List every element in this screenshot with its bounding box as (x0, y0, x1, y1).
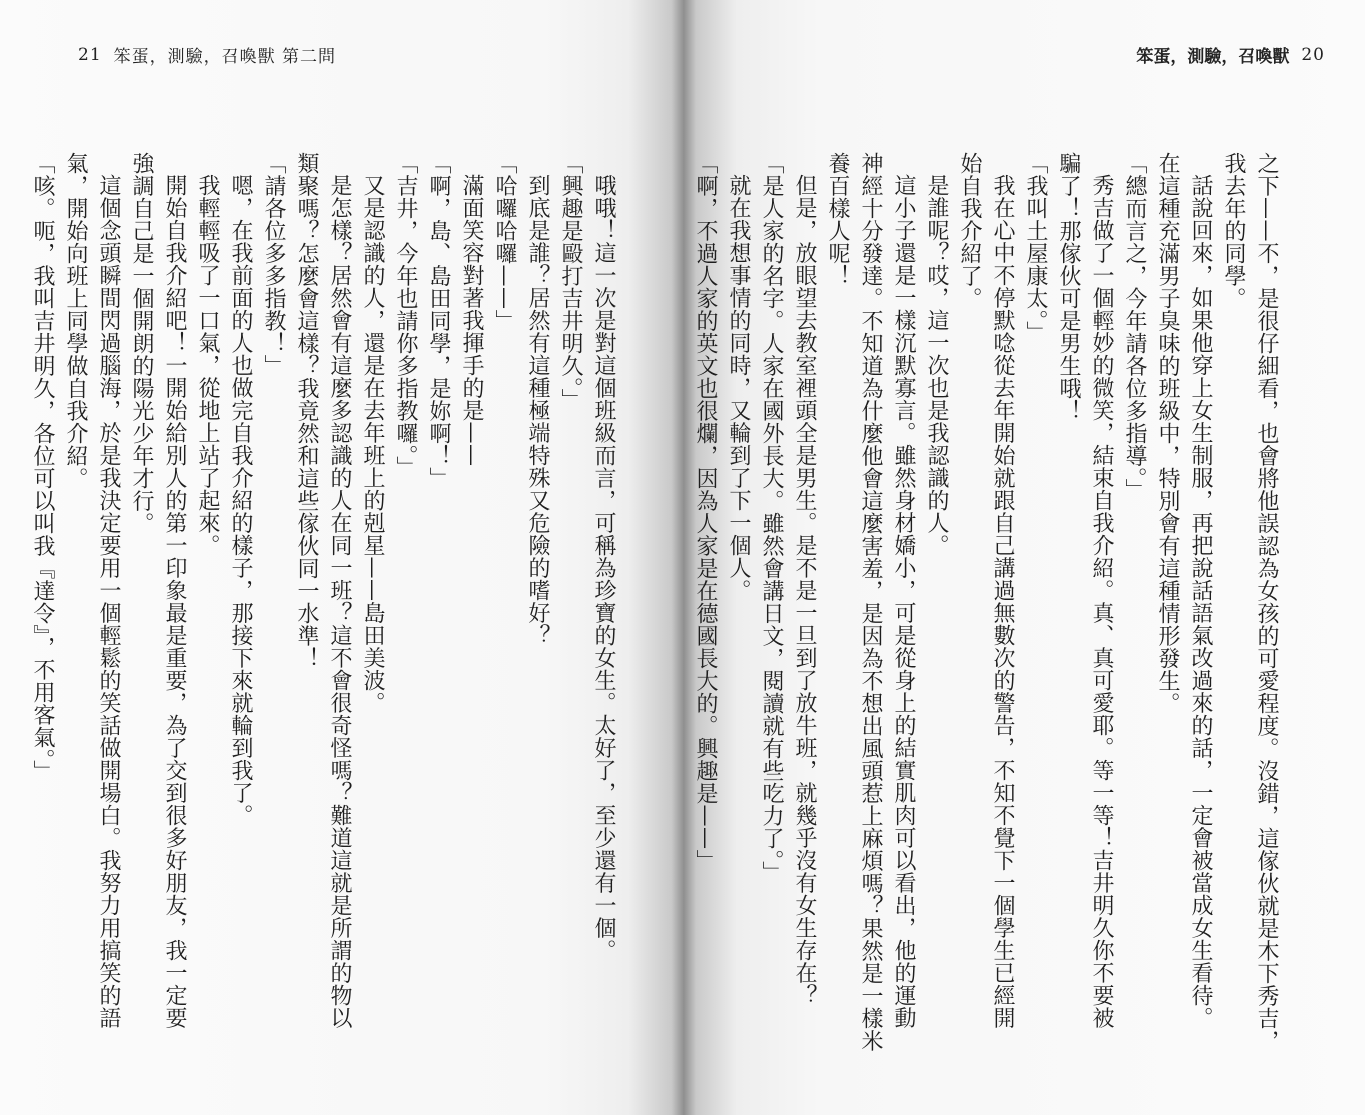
text-line: 我輕輕吸了一口氣，從地上站了起來。 (195, 174, 220, 557)
text-line: 「咳。呃，我叫吉井明久，各位可以叫我『達令』，不用客氣。」 (30, 152, 55, 783)
left-running-title: 笨蛋，測驗，召喚獸 第二問 (113, 47, 337, 67)
text-line: 又是認識的人，還是在去年班上的剋星——島田美波。 (360, 174, 385, 714)
text-line: 開始自我介紹吧！一開始給別人的第一印象最是重要，為了交到很多好朋友，我一定要 (162, 174, 187, 1029)
right-page-header (1136, 42, 1325, 67)
right-running-title: 笨蛋，測驗，召喚獸 (1136, 47, 1290, 67)
text-line: 「請各位多多指教！」 (261, 152, 286, 377)
text-line: 「啊，島、島田同學，是妳啊！」 (426, 152, 451, 490)
text-line: 在這種充滿男子臭味的班級中，特別會有這種情形發生。 (1155, 152, 1180, 715)
right-page (683, 0, 1365, 1115)
text-line: 「興趣是毆打吉井明久。」 (558, 152, 583, 411)
text-line: 是誰呢？哎，這一次也是我認識的人。 (924, 174, 949, 557)
text-line: 到底是誰？居然有這種極端特殊又危險的嗜好？ (525, 174, 550, 647)
text-line: 「我叫土屋康太。」 (1023, 152, 1048, 344)
text-line: 嗯，在我前面的人也做完自我介紹的樣子，那接下來就輪到我了。 (228, 174, 253, 827)
right-page-number: 20 (1301, 44, 1325, 65)
right-page-body (689, 152, 1283, 1112)
text-line: 「哈囉哈囉——」 (492, 152, 517, 332)
text-line: 之下——不，是很仔細看，也會將他誤認為女孩的可愛程度。沒錯，這傢伙就是木下秀吉， (1254, 152, 1279, 1052)
text-line: 但是，放眼望去教室裡頭全是男生。是不是一旦到了放牛班，就幾乎沒有女生存在？ (792, 174, 817, 1007)
left-page (0, 0, 682, 1115)
text-line: 「是人家的名字。人家在國外長大。雖然會講日文，閱讀就有些吃力了。」 (759, 152, 784, 884)
text-line: 神經十分發達。不知道為什麼他會這麼害羞，是因為不想出風頭惹上麻煩嗎？果然是一樣米 (858, 152, 883, 1052)
text-line: 我去年的同學。 (1221, 152, 1246, 310)
text-line: 強調自己是一個開朗的陽光少年才行。 (129, 152, 154, 535)
text-line: 「吉井，今年也請你多指教囉。」 (393, 152, 418, 479)
text-line: 哦哦！這一次是對這個班級而言，可稱為珍寶的女生。太好了，至少還有一個。 (591, 174, 616, 962)
text-line: 秀吉做了一個輕妙的微笑，結束自我介紹。真、真可愛耶。等一等！吉井明久你不要被 (1089, 174, 1114, 1029)
left-page-header (78, 42, 336, 67)
text-line: 我在心中不停默唸從去年開始就跟自己講過無數次的警告，不知不覺下一個學生已經開 (990, 174, 1015, 1029)
left-page-body (26, 152, 620, 1112)
text-line: 滿面笑容對著我揮手的是—— (459, 174, 484, 467)
text-line: 是怎樣？居然會有這麼多認識的人在同一班？這不會很奇怪嗎？難道這就是所謂的物以 (327, 174, 352, 1029)
text-line: 氣，開始向班上同學做自我介紹。 (63, 152, 88, 490)
text-line: 這小子還是一樣沉默寡言。雖然身材嬌小，可是從身上的結實肌肉可以看出，他的運動 (891, 174, 916, 1029)
text-line: 始自我介紹了。 (957, 152, 982, 310)
text-line: 「啊，不過人家的英文也很爛，因為人家是在德國長大的。興趣是——」 (693, 152, 718, 872)
text-line: 「總而言之，今年請各位多指導。」 (1122, 152, 1147, 501)
text-line: 類聚嗎？怎麼會這樣？我竟然和這些傢伙同一水準！ (294, 152, 319, 670)
text-line: 騙了！那傢伙可是男生哦！ (1056, 152, 1081, 422)
text-line: 這個念頭瞬間閃過腦海，於是我決定要用一個輕鬆的笑話做開場白。我努力用搞笑的語 (96, 174, 121, 1029)
left-page-number: 21 (78, 44, 102, 65)
text-line: 話說回來，如果他穿上女生制服，再把說話語氣改過來的話，一定會被當成女生看待。 (1188, 174, 1213, 1029)
text-line: 養百樣人呢！ (825, 152, 850, 287)
text-line: 就在我想事情的同時，又輪到了下一個人。 (726, 174, 751, 602)
